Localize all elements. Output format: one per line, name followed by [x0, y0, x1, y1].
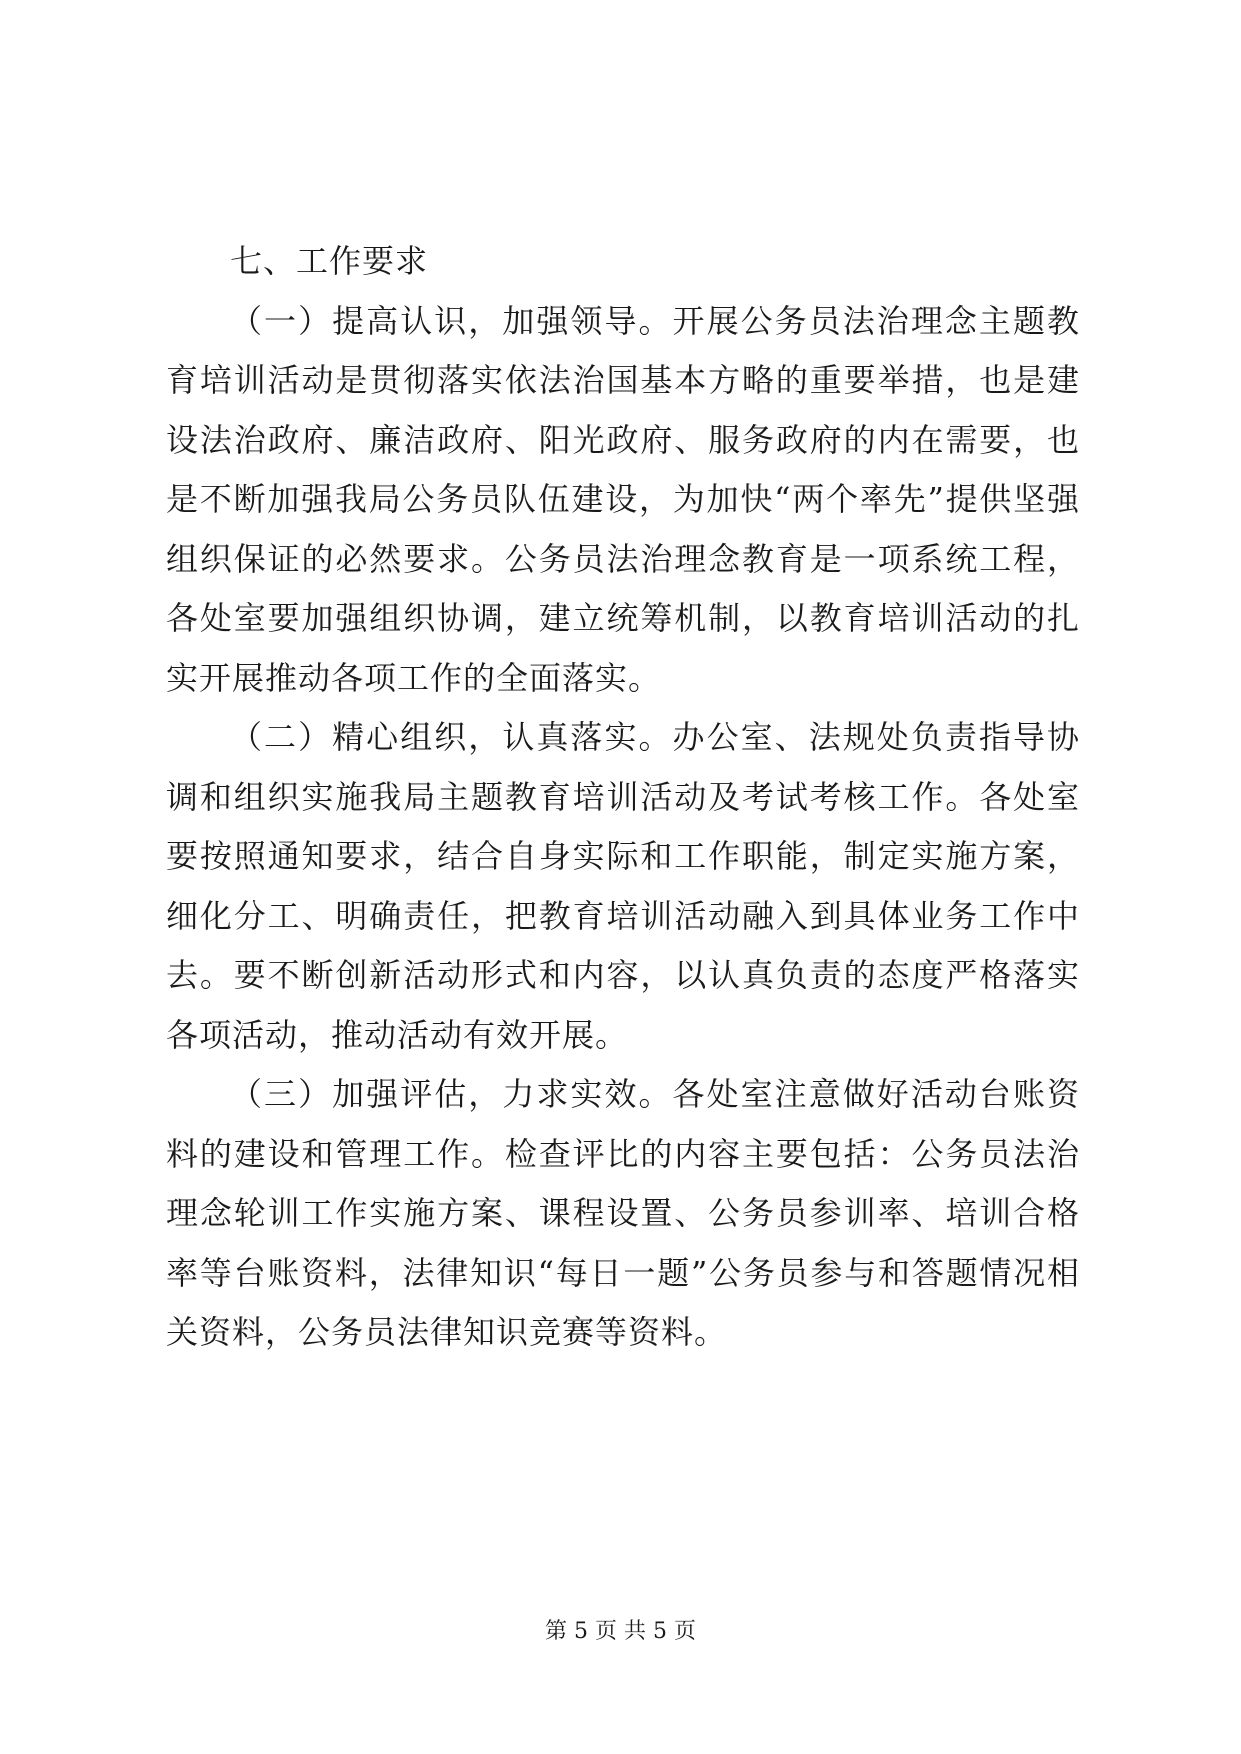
section-heading: 七、工作要求 — [230, 242, 429, 280]
document-body — [166, 232, 1080, 1363]
paragraph-3: （三）加强评估，力求实效。各处室注意做好活动台账资料的建设和管理工作。检查评比的内容主要包括：公务员法治理念轮训工作实施方案、课程设置、公务员参训率、培训合格率等台账资料，法律知识“每日一题”公务员参与和答题情况相关资料，公务员法律知识竞赛等资料。 — [166, 1075, 1080, 1351]
paragraph-2: （二）精心组织，认真落实。办公室、法规处负责指导协调和组织实施我局主题教育培训活动及考试考核工作。各处室要按照通知要求，结合自身实际和工作职能，制定实施方案，细化分工、明确责任，把教育培训活动融入到具体业务工作中去。要不断创新活动形式和内容，以认真负责的态度严格落实各项活动，推动活动有效开展。 — [166, 718, 1080, 1054]
page-number-footer: 第 5 页 共 5 页 — [545, 1619, 696, 1644]
paragraph-1: （一）提高认识，加强领导。开展公务员法治理念主题教育培训活动是贯彻落实依法治国基本方略的重要举措，也是建设法治政府、廉洁政府、阳光政府、服务政府的内在需要，也是不断加强我局公务员队伍建设，为加快“两个率先”提供坚强组织保证的必然要求。公务员法治理念教育是一项系统工程，各处室要加强组织协调，建立统筹机制，以教育培训活动的扎实开展推动各项工作的全面落实。 — [166, 301, 1080, 697]
